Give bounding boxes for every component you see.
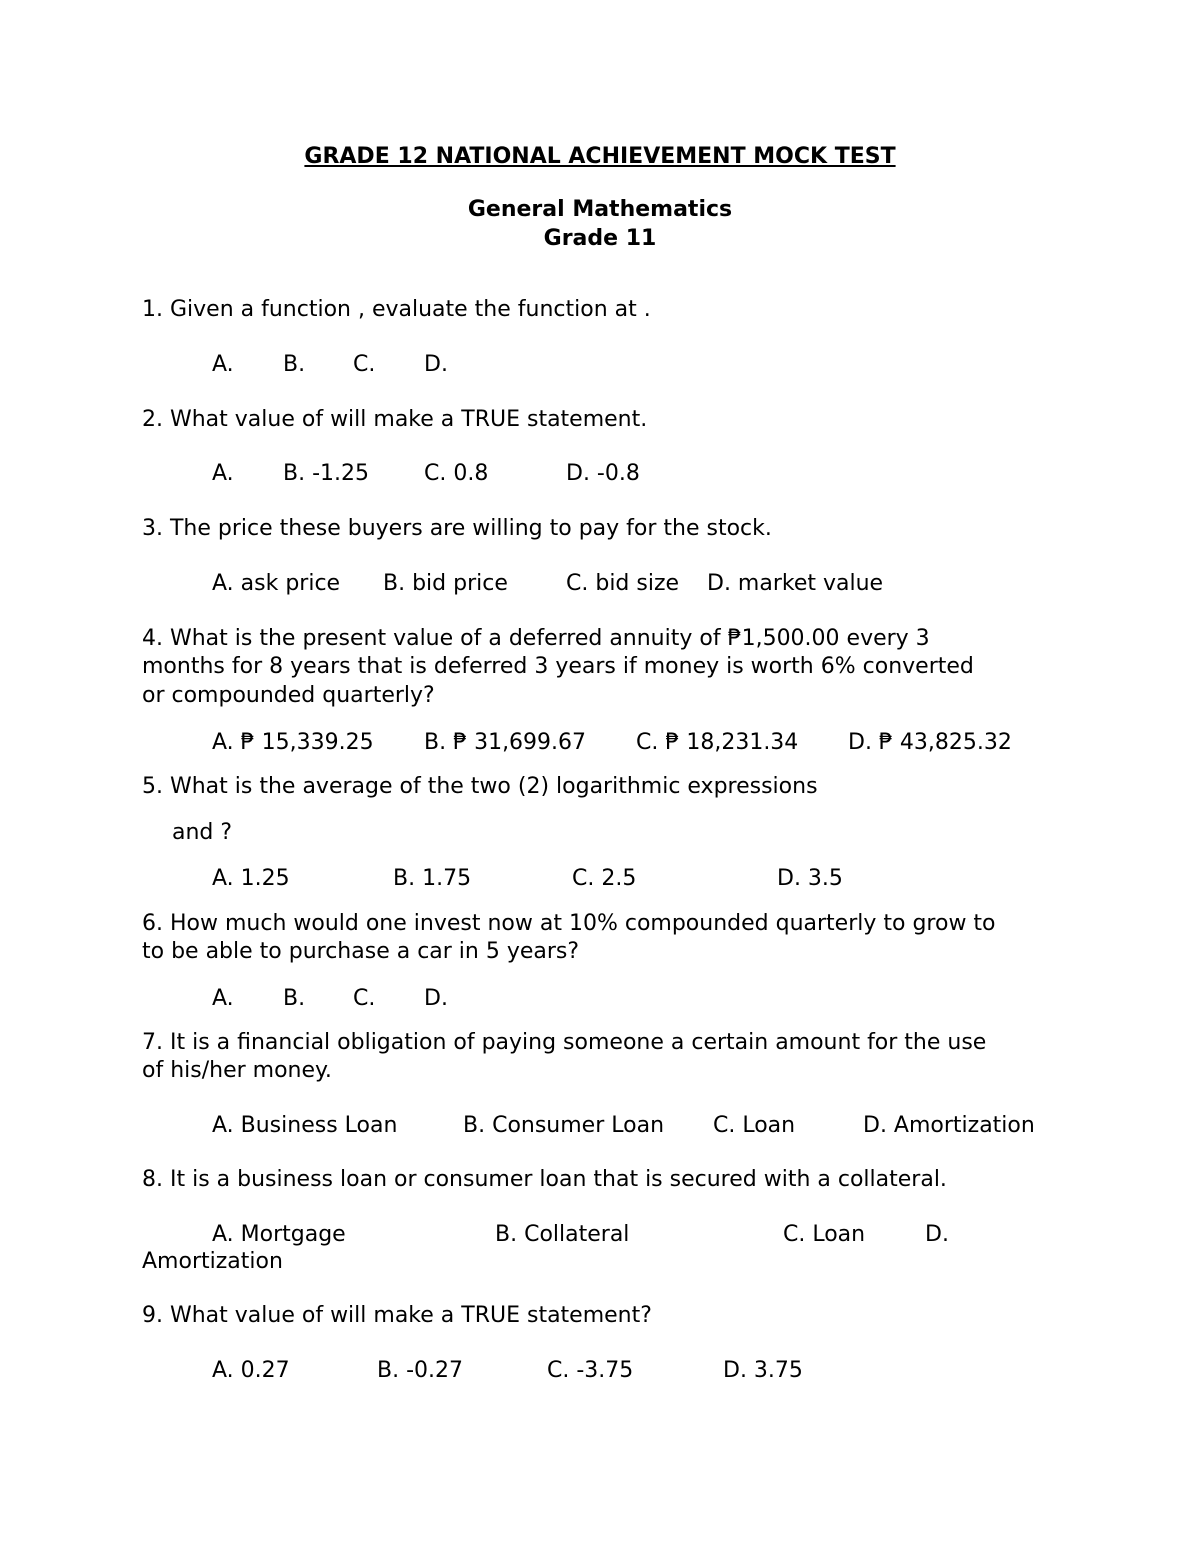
question-8-option-a: A. Mortgage	[212, 1222, 346, 1247]
question-3-option-a: A. ask price	[212, 571, 341, 596]
question-5-text-line-2: and ?	[172, 820, 233, 845]
question-6-text-line-2: to be able to purchase a car in 5 years?	[142, 939, 580, 964]
question-2-option-b: B. -1.25	[283, 461, 370, 486]
question-9-option-d: D. 3.75	[723, 1358, 803, 1383]
question-5-option-d: D. 3.5	[777, 866, 843, 891]
question-6-option-a: A.	[212, 986, 234, 1011]
question-9-option-b: B. -0.27	[377, 1358, 464, 1383]
question-4-text-line-1: 4. What is the present value of a deferred annuity of ₱1,500.00 every 3	[142, 626, 930, 651]
question-7-text-line-2: of his/her money.	[142, 1058, 332, 1083]
question-1-option-d: D.	[424, 352, 448, 377]
question-2-text: 2. What value of will make a TRUE statement.	[142, 407, 648, 432]
question-7-option-b: B. Consumer Loan	[463, 1113, 665, 1138]
subject-heading: General Mathematics	[467, 197, 733, 222]
question-8-option-b: B. Collateral	[495, 1222, 630, 1247]
question-9-text: 9. What value of will make a TRUE statement?	[142, 1303, 652, 1328]
question-1-option-c: C.	[353, 352, 376, 377]
question-6-option-b: B.	[283, 986, 306, 1011]
question-6-option-c: C.	[353, 986, 376, 1011]
question-8-option-c: C. Loan	[783, 1222, 866, 1247]
question-4-option-a: A. ₱ 15,339.25	[212, 730, 374, 755]
question-9-option-c: C. -3.75	[547, 1358, 634, 1383]
grade-heading: Grade 11	[543, 226, 657, 251]
question-7-text-line-1: 7. It is a financial obligation of paying someone a certain amount for the use	[142, 1030, 987, 1055]
question-6-option-d: D.	[424, 986, 448, 1011]
question-8-option-d-continued: Amortization	[142, 1249, 283, 1274]
question-4-text-line-2: months for 8 years that is deferred 3 years if money is worth 6% converted	[142, 654, 974, 679]
question-2-option-d: D. -0.8	[566, 461, 640, 486]
question-7-option-a: A. Business Loan	[212, 1113, 398, 1138]
question-5-option-b: B. 1.75	[393, 866, 472, 891]
question-5-option-c: C. 2.5	[572, 866, 637, 891]
question-4-option-b: B. ₱ 31,699.67	[424, 730, 587, 755]
question-5-text-line-1: 5. What is the average of the two (2) logarithmic expressions	[142, 774, 818, 799]
question-2-option-c: C. 0.8	[424, 461, 489, 486]
question-3-option-b: B. bid price	[383, 571, 508, 596]
question-4-option-d: D. ₱ 43,825.32	[848, 730, 1012, 755]
question-1-option-b: B.	[283, 352, 306, 377]
document-title: GRADE 12 NATIONAL ACHIEVEMENT MOCK TEST	[304, 144, 896, 169]
question-3-option-c: C. bid size	[566, 571, 680, 596]
question-8-text: 8. It is a business loan or consumer loan that is secured with a collateral.	[142, 1167, 947, 1192]
question-1-option-a: A.	[212, 352, 234, 377]
question-8-option-d: D.	[925, 1222, 949, 1247]
question-7-option-d: D. Amortization	[863, 1113, 1035, 1138]
question-7-option-c: C. Loan	[713, 1113, 796, 1138]
question-3-option-d: D. market value	[707, 571, 884, 596]
question-5-option-a: A. 1.25	[212, 866, 290, 891]
question-9-option-a: A. 0.27	[212, 1358, 290, 1383]
question-6-text-line-1: 6. How much would one invest now at 10% compounded quarterly to grow to	[142, 911, 996, 936]
question-2-option-a: A.	[212, 461, 234, 486]
question-1-text: 1. Given a function , evaluate the function at .	[142, 297, 651, 322]
question-4-text-line-3: or compounded quarterly?	[142, 683, 435, 708]
question-3-text: 3. The price these buyers are willing to pay for the stock.	[142, 516, 772, 541]
question-4-option-c: C. ₱ 18,231.34	[636, 730, 799, 755]
